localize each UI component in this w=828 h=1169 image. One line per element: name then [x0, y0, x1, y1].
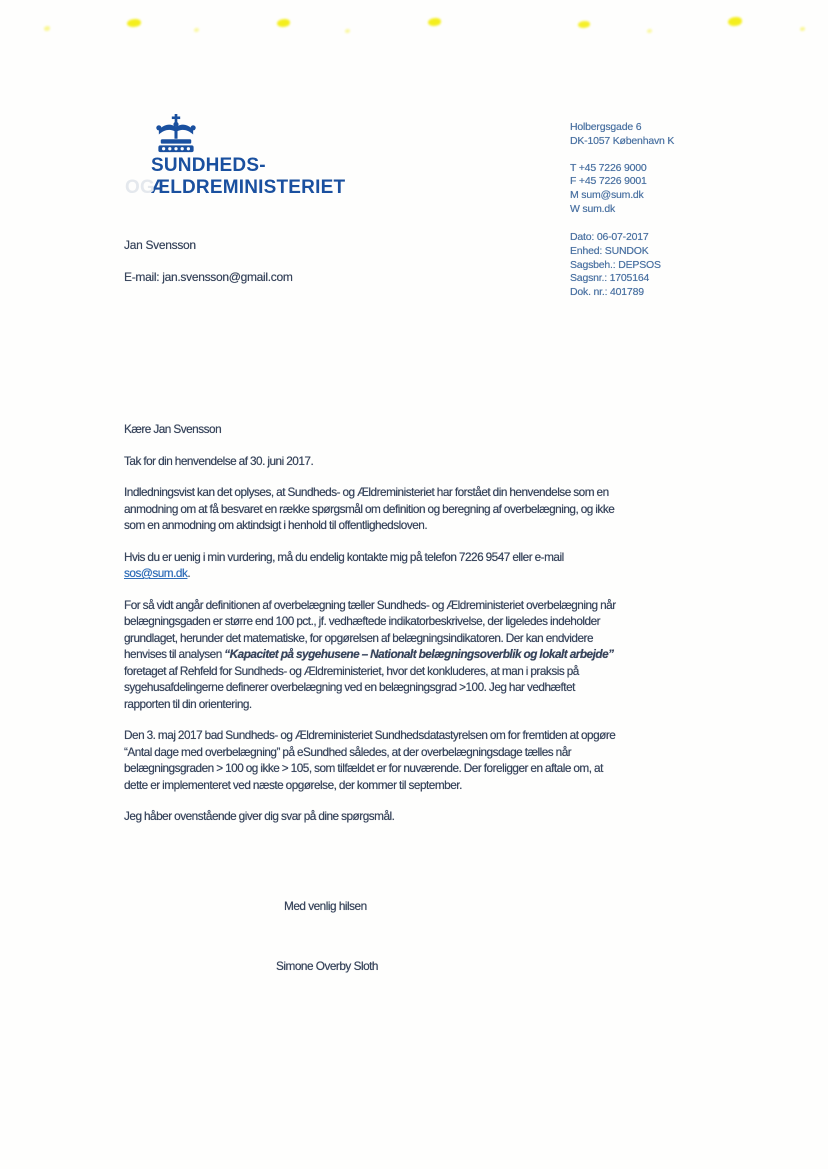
meta-date: Dato: 06-07-2017	[570, 231, 649, 243]
closing-phrase: Med venlig hilsen	[284, 899, 367, 913]
paragraph-contact-period: .	[187, 566, 191, 580]
scan-artifact	[127, 19, 141, 27]
scan-artifact	[800, 27, 805, 31]
ministry-logo-text	[125, 155, 346, 198]
logo-og-faint: OG	[125, 176, 155, 198]
scan-artifact	[277, 19, 290, 27]
mail-line: M sum@sum.dk	[570, 189, 644, 202]
address-line: DK-1057 København K	[570, 134, 675, 147]
spacer	[570, 149, 674, 162]
signature-name: Simone Overby Sloth	[276, 959, 378, 973]
scan-artifact	[728, 17, 742, 26]
paragraph-contact	[124, 549, 616, 582]
logo-line-2-text: ÆLDREMINISTERIET	[151, 176, 346, 198]
meta-document-number: Dok. nr.: 401789	[570, 286, 644, 299]
scan-artifact	[345, 29, 350, 33]
phone-line: T +45 7226 9000	[570, 161, 647, 174]
fax-line: F +45 7226 9001	[570, 175, 647, 188]
scan-artifact	[428, 18, 441, 26]
case-meta-block	[570, 231, 661, 300]
paragraph-definition	[124, 597, 616, 713]
paragraph-hope: Jeg håber ovenstående giver dig svar på dine spørgsmål.	[124, 809, 395, 823]
scan-artifact	[44, 26, 50, 31]
paragraph-update: Den 3. maj 2017 bad Sundheds- og Ældreministeriet Sundhedsdatastyrelsen om for fremtiden at opgøre “Antal dage med overbelægning” på eSundhed således, at der overbelægningsdage tælles når belægningsgraden > 100 og ikke > 105, som tilfældet er for nuværende. Der foreligger en aftale om, at dette er implementeret ved næste opgørelse, der kommer til september.	[124, 728, 616, 792]
paragraph-thanks: Tak for din henvendelse af 30. juni 2017.	[124, 453, 314, 468]
paragraph-intro: Indledningsvist kan det oplyses, at Sundheds- og Ældreministeriet har forstået din henvendelse som en anmodning om at få besvaret en række spørgsmål om definition og beregning af overbelægning, og ikke som en anmodning om aktindsigt i henhold til offentlighedsloven.	[124, 485, 615, 532]
meta-case-number: Sagsnr.: 1705164	[570, 272, 650, 285]
scan-artifact	[578, 21, 590, 28]
sos-email-link[interactable]: sos@sum.dk	[124, 566, 188, 580]
scan-artifact	[194, 28, 199, 32]
paragraph-definition-tail: foretaget af Rehfeld for Sundheds- og Ældreministeriet, hvor det konkluderes, at man i praksis på sygehusafdelingerne definerer overbelægning ved en belægningsgrad >100. Jeg har vedhæftet rapporten til din orientering.	[124, 663, 579, 711]
scan-artifact	[647, 29, 652, 33]
meta-caseworker: Sagsbeh.: DEPSOS	[570, 258, 661, 271]
logo-line-2	[125, 176, 346, 199]
royal-crown-icon	[153, 114, 199, 159]
sender-address-block	[570, 121, 674, 217]
logo-line-1: SUNDHEDS-	[151, 155, 266, 176]
report-title: “Kapacitet på sygehusene – Nationalt belægningsoverblik og lokalt arbejde”	[224, 647, 614, 661]
letter-body	[124, 421, 616, 840]
paragraph-contact-text: Hvis du er uenig i min vurdering, må du endelig kontakte mig på telefon 7226 9547 eller e-mail	[124, 549, 564, 564]
recipient-email: E-mail: jan.svensson@gmail.com	[124, 270, 293, 284]
salutation: Kære Jan Svensson	[124, 422, 222, 436]
meta-unit: Enhed: SUNDOK	[570, 244, 649, 257]
paragraph-definition-text: For så vidt angår definitionen af overbelægning tæller Sundheds- og Ældreministeriet overbelægning når belægningsgaden er større end 100 pct., jf. vedhæftede indikatorbeskrivelse, der ligeledes indeholder grundlaget, herunder det matematiske, for opgørelsen af belægningsindikatoren. Der kan endvidere henvises til analysen	[124, 597, 616, 661]
web-line: W sum.dk	[570, 202, 616, 215]
recipient-name: Jan Svensson	[124, 238, 196, 252]
address-line: Holbergsgade 6	[570, 121, 642, 133]
